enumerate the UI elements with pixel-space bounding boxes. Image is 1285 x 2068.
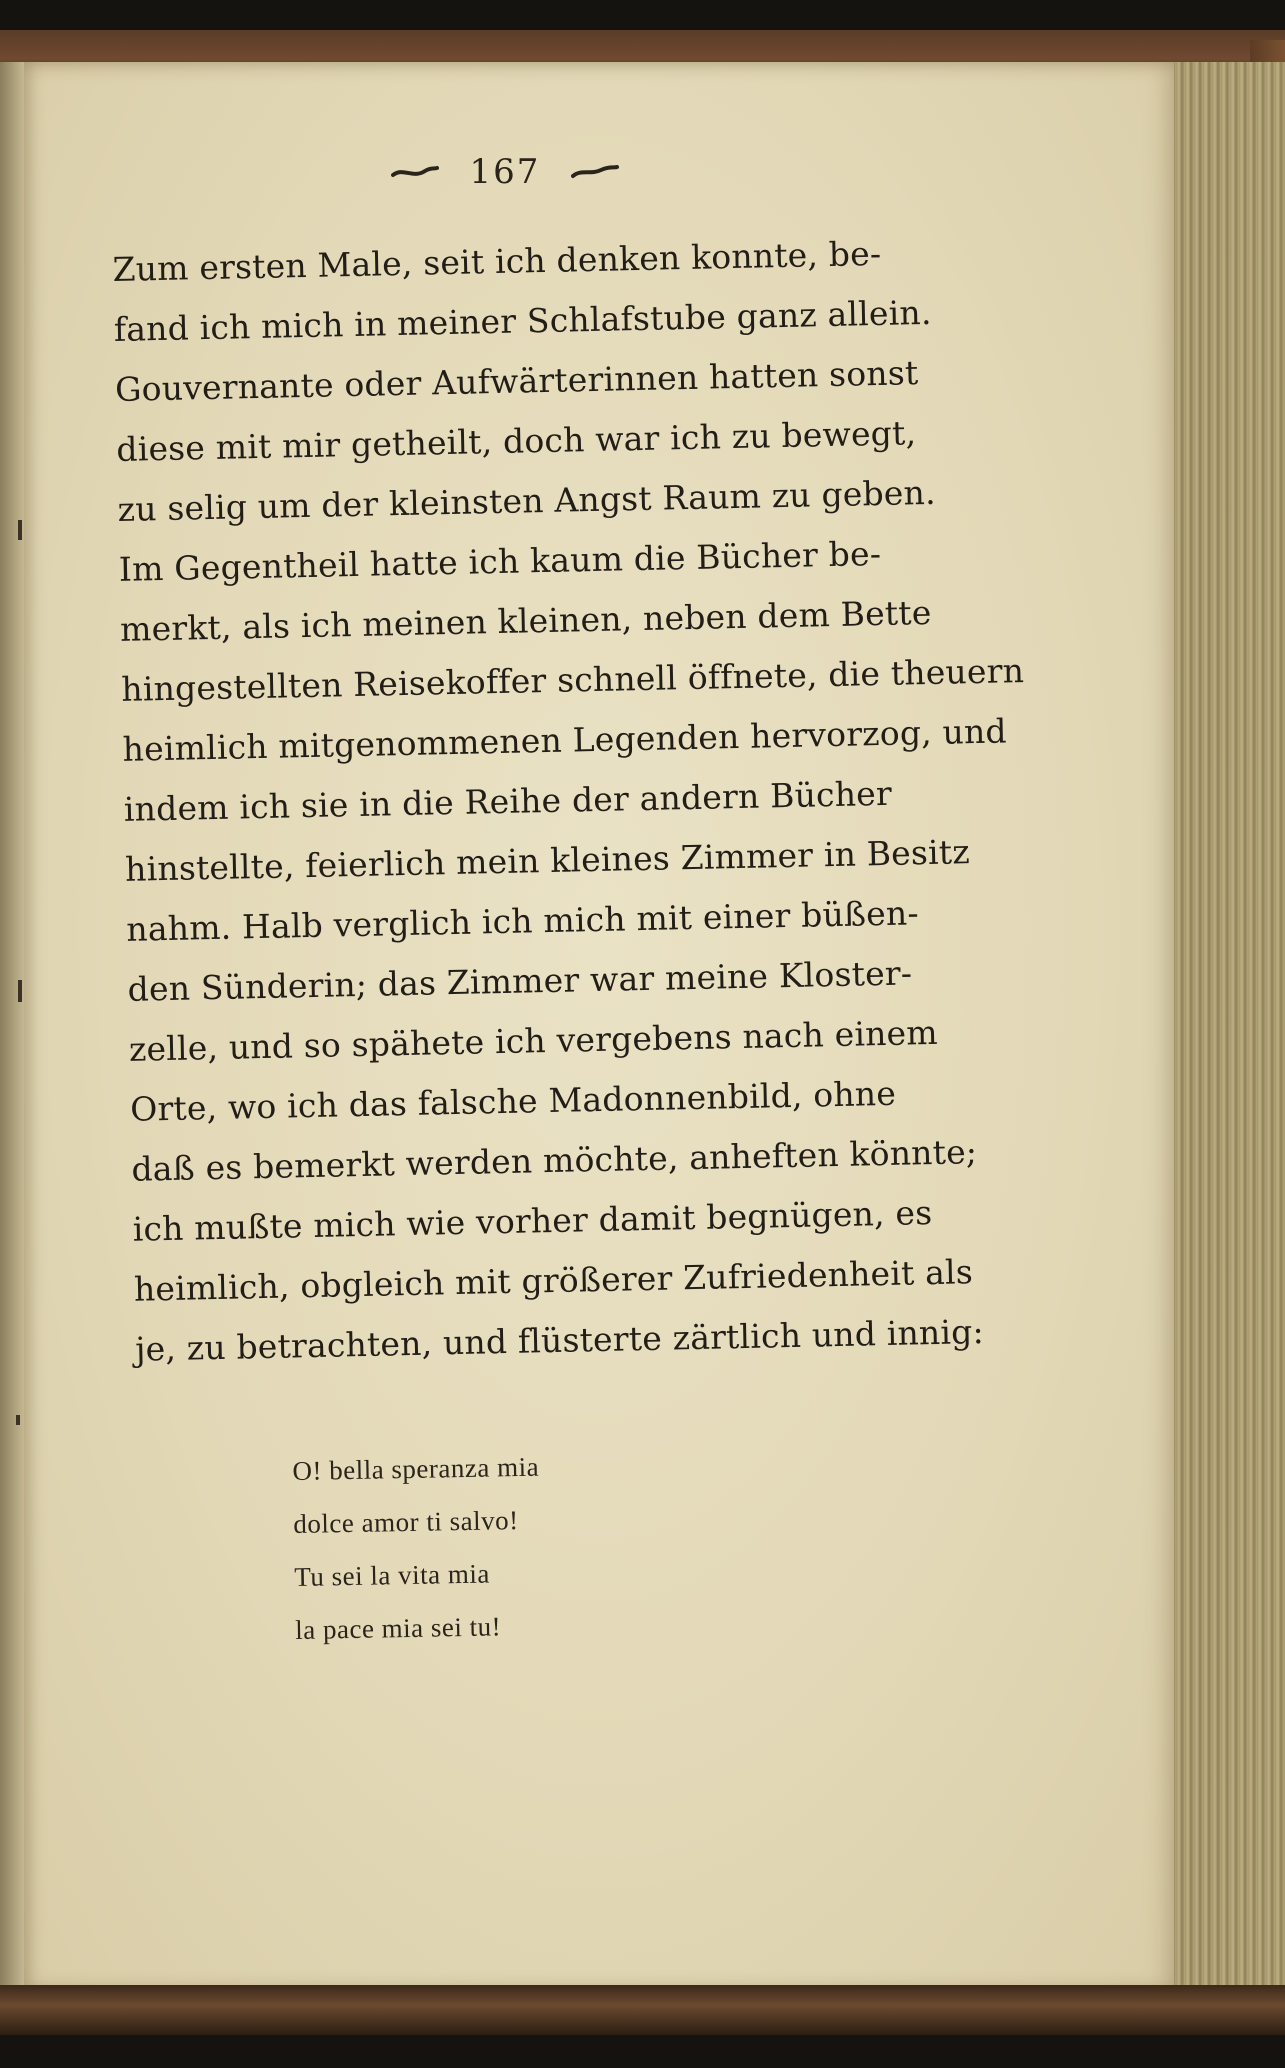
text-line: Im Gegentheil hatte ich kaum die Bücher be- — [118, 533, 882, 589]
text-line: je, zu betrachten, und flüsterte zärtlich und innig: — [134, 1311, 985, 1369]
text-line: diese mit mir getheilt, doch war ich zu bewegt, — [115, 413, 917, 469]
text-line: Gouvernante oder Aufwärterinnen hatten sonst — [114, 353, 919, 409]
text-line: Zum ersten Male, seit ich denken konnte, be- — [112, 233, 882, 289]
text-line: heimlich, obgleich mit größerer Zufriedenheit als — [133, 1252, 974, 1309]
text-line: zelle, und so spähete ich vergebens nach einem — [128, 1012, 939, 1069]
poem-line: dolce amor ti salvo! — [293, 1505, 519, 1539]
poem-line: la pace mia sei tu! — [294, 1611, 502, 1645]
text-line: daß es bemerkt werden möchte, anheften könnte; — [131, 1132, 978, 1189]
text-line: ich mußte mich wie vorher damit begnügen, es — [132, 1193, 933, 1249]
book-cover-bottom — [0, 1985, 1285, 2035]
text-line: den Sünderin; das Zimmer war meine Kloster- — [127, 953, 913, 1009]
text-line: merkt, als ich meinen kleinen, neben dem Bette — [119, 592, 932, 649]
margin-mark — [18, 520, 22, 540]
text-line: indem ich sie in die Reihe der andern Bücher — [123, 773, 893, 829]
body-text — [112, 223, 1025, 1400]
margin-mark — [16, 1415, 20, 1425]
poem-line: O! bella speranza mia — [292, 1451, 540, 1486]
text-line: nahm. Halb verglich ich mich mit einer büßen- — [126, 893, 920, 949]
margin-mark — [18, 980, 22, 1002]
page-header — [375, 150, 635, 210]
gutter-strip — [0, 62, 26, 1992]
text-line: zu selig um der kleinsten Angst Raum zu geben. — [117, 472, 937, 529]
poem-line: Tu sei la vita mia — [294, 1558, 491, 1592]
text-line: fand ich mich in meiner Schlafstube ganz allein. — [113, 292, 932, 349]
text-line: hinstellte, feierlich mein kleines Zimmer in Besitz — [124, 832, 971, 889]
page-number: 167 — [469, 152, 541, 192]
swash-ornament-icon — [391, 165, 439, 179]
text-line: hingestellten Reisekoffer schnell öffnete, die theuern — [121, 650, 1025, 709]
poem-verse — [292, 1438, 696, 1665]
swash-ornament-icon — [571, 165, 619, 179]
text-line: heimlich mitgenommenen Legenden hervorzog, und — [122, 711, 1008, 769]
text-line: Orte, wo ich das falsche Madonnenbild, ohne — [129, 1073, 897, 1129]
